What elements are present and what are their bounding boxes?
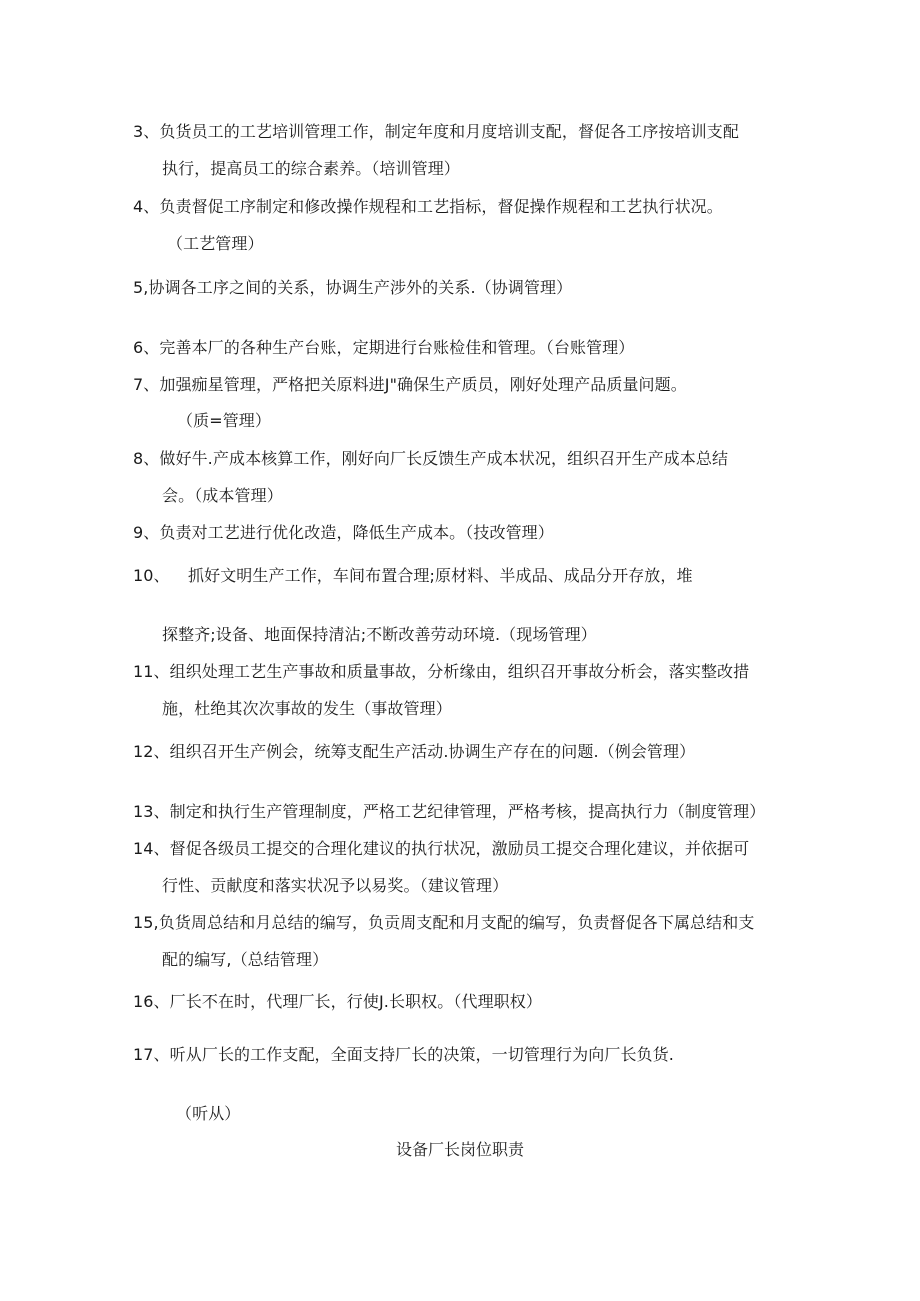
text-line: 14、督促各级员工提交的合理化建议的执行状况，激励员工提交合理化建议，并依据可 bbox=[133, 839, 750, 858]
text-line: （听从） bbox=[176, 1104, 241, 1123]
text-line: （质=管理） bbox=[177, 411, 272, 430]
text-line: 16、厂长不在时，代理厂长，行使J.长职权。（代理职权） bbox=[133, 992, 542, 1011]
text-line: 12、组织召开生产例会，统筹支配生产活动.协调生产存在的问题.（例会管理） bbox=[133, 742, 696, 761]
text-line: 13、制定和执行生产管理制度，严格工艺纪律管理，严格考核，提高执行力（制度管理） bbox=[133, 802, 766, 821]
text-line: 5,协调各工序之间的关系，协调生产涉外的关系.（协调管理） bbox=[133, 278, 573, 297]
text-line: 施，杜绝其次次事故的发生（事故管理） bbox=[162, 699, 452, 718]
text-line: （工艺管理） bbox=[167, 234, 264, 253]
text-line: 会。（成本管理） bbox=[162, 486, 283, 505]
text-line: 10、 bbox=[133, 566, 170, 585]
text-line: 配的编写,（总结管理） bbox=[162, 950, 329, 969]
text-line: 15,负货周总结和月总结的编写，负贡周支配和月支配的编写，负责督促各下属总结和支 bbox=[133, 913, 755, 932]
text-line: 抓好文明生产工作，车间布置合理;原材料、半成品、成品分开存放，堆 bbox=[188, 566, 693, 585]
text-line: 7、加强痂星管理，严格把关原料进J"确保生产质员，刚好处理产品质量问题。 bbox=[133, 375, 687, 394]
text-line: 执行，提高员工的综合素养。（培训管理） bbox=[162, 159, 460, 178]
text-line: 探整齐;设备、地面保持清沾;不断改善劳动环境.（现场管理） bbox=[162, 625, 597, 644]
text-line: 4、负责督促工序制定和修改操作规程和工艺指标，督促操作规程和工艺执行状况。 bbox=[133, 197, 723, 216]
text-line: 11、组织处理工艺生产事故和质量事故，分析缘由，组织召开事故分析会，落实整改措 bbox=[133, 662, 750, 681]
text-line: 9、负责对工艺进行优化改造，降低生产成本。（技改管理） bbox=[133, 523, 554, 542]
section-title: 设备厂长岗位职责 bbox=[395, 1140, 524, 1159]
text-line: 行性、贡献度和落实状况予以易奖。（建议管理） bbox=[162, 876, 509, 895]
text-line: 17、听从厂长的工作支配，全面支持厂长的决策，一切管理行为向厂长负货. bbox=[133, 1045, 674, 1064]
text-line: 8、做好牛.产成本核算工作，刚好向厂长反馈生产成本状况，组织召开生产成本总结 bbox=[133, 449, 729, 468]
text-line: 3、负货员工的工艺培训管理工作，制定年度和月度培训支配，督促各工序按培训支配 bbox=[133, 122, 739, 141]
text-line: 6、完善本厂的各种生产台账，定期进行台账检佳和管理。（台账管理） bbox=[133, 338, 635, 357]
